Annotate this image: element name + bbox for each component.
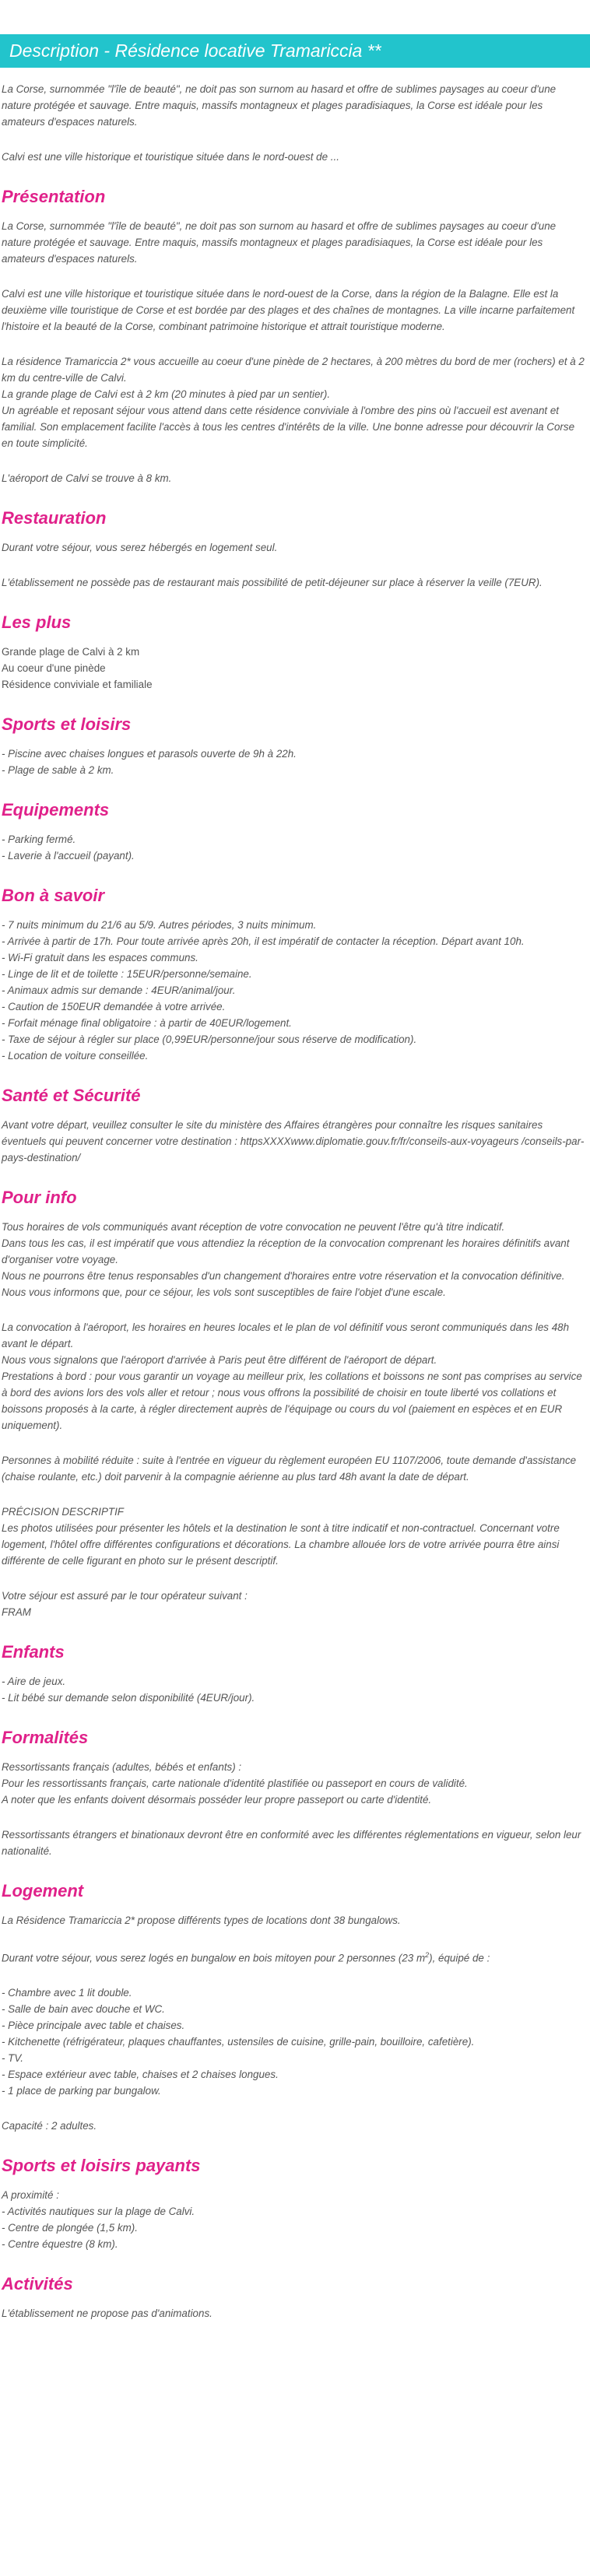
logement-item: - Espace extérieur avec table, chaises et 2 chaises longues. xyxy=(2,2069,279,2081)
pour-info-line: Dans tous les cas, il est impératif que vous attendiez la réception de la convocation comprenant les horaires définitifs avant d'organiser votre voyage. xyxy=(2,1237,570,1265)
logement-p2-after: ), équipé de : xyxy=(429,1952,490,1964)
heading-sports-payants: Sports et loisirs payants xyxy=(2,2156,201,2176)
heading-presentation: Présentation xyxy=(2,187,106,206)
logement-p2-before: Durant votre séjour, vous serez logés en bungalow en bois mitoyen pour 2 personnes (23 m xyxy=(2,1952,426,1964)
heading-pour-info: Pour info xyxy=(2,1188,77,1207)
logement-p2-sup: 2 xyxy=(425,1951,430,1959)
equipements-item: - Parking fermé. xyxy=(2,834,76,845)
restauration-paragraph-2: L'établissement ne possède pas de restaurant mais possibilité de petit-déjeuner sur place à réserver la veille (7EUR). xyxy=(2,577,543,588)
heading-logement: Logement xyxy=(2,1881,84,1900)
heading-sports-loisirs: Sports et loisirs xyxy=(2,714,132,734)
heading-activites: Activités xyxy=(2,2274,73,2294)
presentation-line: La grande plage de Calvi est à 2 km (20 minutes à pied par un sentier). xyxy=(2,388,331,400)
logement-item: - Kitchenette (réfrigérateur, plaques chauffantes, ustensiles de cuisine, grille-pain, bouilloire, cafetière). xyxy=(2,2036,475,2048)
banner-title: Description - Résidence locative Tramariccia ** xyxy=(9,40,381,61)
enfants-item: - Lit bébé sur demande selon disponibilité (4EUR/jour). xyxy=(2,1692,255,1704)
heading-sante-securite: Santé et Sécurité xyxy=(2,1086,141,1105)
logement-paragraph-2 xyxy=(2,1947,585,1966)
presentation-paragraph-2: Calvi est une ville historique et touristique située dans le nord-ouest de la Corse, dans la région de la Balagne. Elle est la deuxième ville touristique de Corse et est bordée par des plages et des chaînes de montagnes. La ville incarne parfaitement l'histoire et la beauté de la Corse, combinant patrimoine historique et attrait touristique moderne. xyxy=(2,288,575,332)
bon-a-savoir-item: - Wi-Fi gratuit dans les espaces communs. xyxy=(2,952,198,963)
heading-equipements: Equipements xyxy=(2,800,110,819)
les-plus-item: Résidence conviviale et familiale xyxy=(2,679,153,690)
sports-payants-item: - Centre équestre (8 km). xyxy=(2,2238,118,2251)
pour-info-block-1 xyxy=(2,1219,585,1300)
presentation-paragraph-1: La Corse, surnommée "l'île de beauté", ne doit pas son surnom au hasard et offre de sublimes paysages au coeur d'une nature protégée et sauvage. Entre maquis, massifs montagneux et plages paradisiaques, la Corse est idéale pour les amateurs d'espaces naturels. xyxy=(2,220,557,265)
pour-info-line: Nous vous signalons que l'aéroport d'arrivée à Paris peut être différent de l'aéroport de départ. xyxy=(2,1354,437,1366)
sports-item: - Piscine avec chaises longues et parasols ouverte de 9h à 22h. xyxy=(2,748,297,760)
les-plus-list xyxy=(2,644,585,693)
equipements-item: - Laverie à l'accueil (payant). xyxy=(2,850,135,862)
heading-formalites: Formalités xyxy=(2,1728,89,1747)
presentation-airport: L'aéroport de Calvi se trouve à 8 km. xyxy=(2,472,172,484)
logement-item: - TV. xyxy=(2,2052,24,2065)
precision-descriptif xyxy=(2,1504,585,1569)
bon-a-savoir-item: - Linge de lit et de toilette : 15EUR/personne/semaine. xyxy=(2,968,252,980)
formalites-line: Pour les ressortissants français, carte nationale d'identité plastifiée ou passeport en cours de validité. xyxy=(2,1778,468,1789)
bon-a-savoir-item: - 7 nuits minimum du 21/6 au 5/9. Autres périodes, 3 nuits minimum. xyxy=(2,919,317,931)
tour-operator-name: FRAM xyxy=(2,1606,31,1618)
bon-a-savoir-item: - Arrivée à partir de 17h. Pour toute arrivée après 20h, il est impératif de contacter la réception. Départ avant 10h. xyxy=(2,935,525,947)
bon-a-savoir-item: - Animaux admis sur demande : 4EUR/animal/jour. xyxy=(2,984,236,996)
heading-bon-a-savoir: Bon à savoir xyxy=(2,886,105,905)
equipements-list xyxy=(2,831,585,864)
presentation-details xyxy=(2,353,585,451)
precision-text: Les photos utilisées pour présenter les hôtels et la destination le sont à titre indicatif et non-contractuel. Concernant votre logement, l'hôtel offre différentes configurations et décorations. La chambre allouée lors de votre arrivée pourra être ainsi différente de celle figurant en photo sur le présent descriptif. xyxy=(2,1522,560,1567)
formalites-paragraph: Ressortissants étrangers et binationaux devront être en conformité avec les différentes réglementations en vigueur, selon leur nationalité. xyxy=(2,1829,581,1857)
logement-item: - Pièce principale avec table et chaises. xyxy=(2,2020,185,2032)
sports-list xyxy=(2,746,585,778)
heading-les-plus: Les plus xyxy=(2,612,72,632)
intro-paragraph-2: Calvi est une ville historique et touristique située dans le nord-ouest de ... xyxy=(2,151,339,163)
formalites-line: Ressortissants français (adultes, bébés et enfants) : xyxy=(2,1761,242,1773)
logement-item: - Salle de bain avec douche et WC. xyxy=(2,2003,165,2016)
logement-paragraph-1: La Résidence Tramariccia 2* propose différents types de locations dont 38 bungalows. xyxy=(2,1914,401,1926)
restauration-paragraph-1: Durant votre séjour, vous serez hébergés en logement seul. xyxy=(2,542,278,553)
sports-payants-item: A proximité : xyxy=(2,2189,59,2202)
presentation-line: Un agréable et reposant séjour vous attend dans cette résidence conviviale à l'ombre des pins où l'accueil est avenant et familial. Son emplacement facilite l'accès à tous les centres d'intérêts de la ville. Une bonne adresse pour découvrir la Corse en toute simplicité. xyxy=(2,405,575,449)
sports-payants-list xyxy=(2,2187,585,2252)
bon-a-savoir-item: - Forfait ménage final obligatoire : à partir de 40EUR/logement. xyxy=(2,1017,292,1029)
precision-title: PRÉCISION DESCRIPTIF xyxy=(2,1506,124,1518)
les-plus-item: Grande plage de Calvi à 2 km xyxy=(2,646,140,658)
tour-operator xyxy=(2,1588,585,1620)
sports-payants-item: - Activités nautiques sur la plage de Calvi. xyxy=(2,2206,195,2218)
enfants-list xyxy=(2,1673,585,1706)
bon-a-savoir-item: - Location de voiture conseillée. xyxy=(2,1050,149,1062)
sports-item: - Plage de sable à 2 km. xyxy=(2,764,114,776)
sports-payants-item: - Centre de plongée (1,5 km). xyxy=(2,2222,138,2234)
pour-info-mobilite: Personnes à mobilité réduite : suite à l'entrée en vigueur du règlement européen EU 1107/2006, toute demande d'assistance (chaise roulante, etc.) doit parvenir à la compagnie aérienne au plus tard 48h avant la date de départ. xyxy=(2,1455,577,1483)
logement-item: - 1 place de parking par bungalow. xyxy=(2,2085,161,2097)
pour-info-line: Nous ne pourrons être tenus responsables d'un changement d'horaires entre votre réservation et la convocation définitive. xyxy=(2,1270,565,1282)
sante-paragraph: Avant votre départ, veuillez consulter le site du ministère des Affaires étrangères pour connaître les risques sanitaires éventuels qui peuvent concerner votre destination : httpsXXXXwww.diplomatie.gouv.fr/fr/conseils-aux-voyageurs /conseils-par-pays-destination/ xyxy=(2,1119,585,1163)
enfants-item: - Aire de jeux. xyxy=(2,1676,66,1687)
description-content xyxy=(0,81,585,2336)
presentation-line: La résidence Tramariccia 2* vous accueille au coeur d'une pinède de 2 hectares, à 200 mètres du bord de mer (rochers) et à 2 km du centre-ville de Calvi. xyxy=(2,356,585,384)
logement-item: - Chambre avec 1 lit double. xyxy=(2,1987,132,1999)
bon-a-savoir-item: - Taxe de séjour à régler sur place (0,99EUR/personne/jour sous réserve de modification). xyxy=(2,1034,417,1045)
pour-info-block-2 xyxy=(2,1319,585,1434)
pour-info-line: Prestations à bord : pour vous garantir un voyage au meilleur prix, les collations et boissons ne sont pas comprises au service à bord des avions lors des vols aller et retour ; nous vous offrons la possibilité de choisir en toute liberté vos collations et boissons proposés à la carte, à régler directement auprès de l'équipage ou cours du vol (paiement en espèces et en EUR uniquement). xyxy=(2,1370,582,1431)
pour-info-line: Tous horaires de vols communiqués avant réception de votre convocation ne peuvent l'être qu'à titre indicatif. xyxy=(2,1221,505,1233)
description-banner xyxy=(0,34,590,68)
formalites-block xyxy=(2,1759,585,1808)
pour-info-line: La convocation à l'aéroport, les horaires en heures locales et le plan de vol définitif vous seront communiqués dans les 48h avant le départ. xyxy=(2,1321,570,1349)
intro-paragraph-1: La Corse, surnommée "l'île de beauté", ne doit pas son surnom au hasard et offre de sublimes paysages au coeur d'une nature protégée et sauvage. Entre maquis, massifs montagneux et plages paradisiaques, la Corse est idéale pour les amateurs d'espaces naturels. xyxy=(2,83,557,128)
logement-capacite: Capacité : 2 adultes. xyxy=(2,2120,97,2132)
les-plus-item: Au coeur d'une pinède xyxy=(2,662,106,674)
logement-list xyxy=(2,1985,585,2099)
activites-paragraph: L'établissement ne propose pas d'animations. xyxy=(2,2308,212,2320)
heading-enfants: Enfants xyxy=(2,1642,65,1662)
heading-restauration: Restauration xyxy=(2,508,107,528)
pour-info-line: Nous vous informons que, pour ce séjour, les vols sont susceptibles de faire l'objet d'une escale. xyxy=(2,1286,446,1298)
tour-operator-line: Votre séjour est assuré par le tour opérateur suivant : xyxy=(2,1590,248,1602)
formalites-line: A noter que les enfants doivent désormais posséder leur propre passeport ou carte d'identité. xyxy=(2,1794,432,1806)
bon-a-savoir-list xyxy=(2,917,585,1064)
bon-a-savoir-item: - Caution de 150EUR demandée à votre arrivée. xyxy=(2,1001,226,1013)
